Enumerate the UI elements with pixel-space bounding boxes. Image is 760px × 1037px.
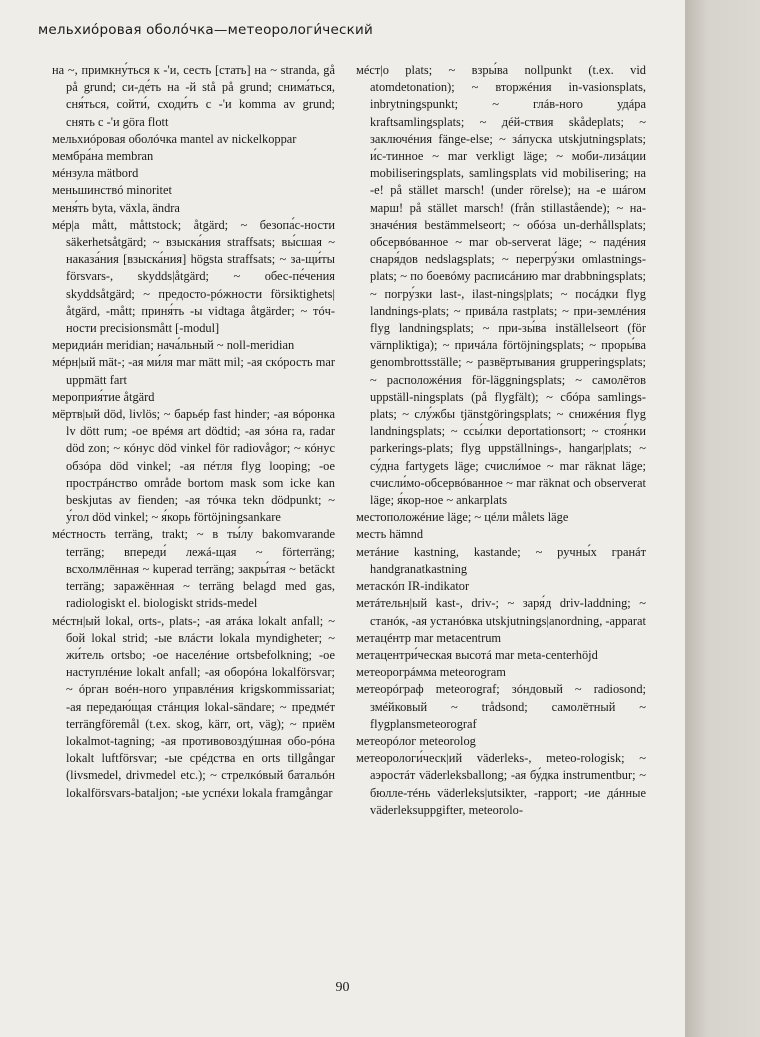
dictionary-entry: меридиáн meridian; нача́льный ~ noll-meridian	[52, 338, 295, 353]
dictionary-entry: мёртв|ый död, livlös; ~ барьéр fast hinder; -ая вóронка lv dött rum; -ое врéмя art dödtid; -ая зóна ra, radar död zon; ~ кóнус död vinkel för radiovågor; ~ кóнус обзóра död vinkel; -ая пéтля flyg looping; -ое прострáнство område bortom mask som icke kan beskjutas av fienden; -ая тóчка tekn dödpunkt; ~ у́гол död vinkel; ~ я́корь förtöjningsankare	[52, 407, 335, 525]
dictionary-entry: метáтельн|ый kast-, driv-; ~ заря́д driv-laddning; ~ станóк, -ая устанóвка utskjutnings|anordning, -apparat	[356, 596, 646, 628]
page-number: 90	[335, 980, 350, 995]
dictionary-entry: месть hämnd	[356, 527, 424, 542]
dictionary-entry: метаскóп IR-indikator	[356, 579, 470, 594]
dictionary-entry: на ~, примкну́ться к -'и, сесть [стать] на ~ stranda, gå på grund; си-де́ть на -й stå på grund; снима́ться, сня́ться, сойти́, сходи́ть с -'и komma av grund; снять с -'и göra flott	[52, 63, 335, 129]
dictionary-entry: мембра́на membran	[52, 149, 154, 164]
dictionary-entry: мéстн|ый lokal, orts-, plats-; -ая атáка lokalt anfall; ~ бой lokal strid; -ые влáсти lokala myndigheter; ~ жи́тель ortsbo; -ое населéние ortsbefolkning; -ое наступлéние lokalt anfall; -ая оборóна lokalförsvar; ~ óрган воéн-ного управлéния krigskommissariat; -ая передаю́щая стáнция lokal-sändare; ~ предмéт terrängföremål (t.ex. skog, kärr, ort, väg); ~ приём lokalmot-tagning; -ая противовоздýшная обо-рóна lokalt luftförsvar; -ые срéдства en orts tillgångar (livsmedel, drivmedel etc.); ~ стрелкóвый батальóн lokalförsvars-bataljon; -ые успéхи lokala framgångar	[52, 613, 335, 800]
dictionary-entry: меньшинствó minoritet	[52, 183, 172, 198]
dictionary-entry: метеорóлог meteorolog	[356, 733, 476, 748]
dictionary-entry: мéнзула mätbord	[52, 166, 139, 181]
right-column	[356, 62, 646, 819]
left-column	[52, 62, 335, 802]
dictionary-entry: меня́ть byta, växla, ändra	[52, 200, 180, 215]
dictionary-entry: метáние kastning, kastande; ~ ручны́х гранáт handgranatkastning	[356, 544, 646, 576]
dictionary-entry: местоположéние läge; ~ цéли målets läge	[356, 510, 569, 525]
dictionary-entry: метацентри́ческая высотá mar meta-centerhöjd	[356, 647, 598, 662]
dictionary-entry: мéст|о plats; ~ взры́ва nollpunkt (t.ex. vid atomdetonation); ~ вторжéния in-vasionsplats, inbrytningspunkt; ~ глáв-ного удáра kraftsamlingsplats; ~ дéй-ствия skådeplats; ~ заключéния fänge-else; ~ зáпуска utskjutningsplats; и́с-тинное ~ mar verkligt läge; ~ моби-лизáции mobiliseringsplats, samlingsplats vid mobilisering; на -е! på stället marsch! (under rörelse); на -е шáгом марш! på stället marsch! (från stillastående); ~ на-значéния bestämmelseort; ~ обóза un-derhållsplats; обсервóванное ~ mar ob-serverat läge; ~ падéния снаря́дов nedslagsplats; ~ перегру́зки omlastnings-plats; ~ по боевóму расписáнию mar drabbningsplats; ~ погру́зки last-, ilast-nings|plats; ~ посáдки flyg landnings-plats; ~ привáла rastplats; ~ при-землéния flyg landningsplats; ~ при-зы́ва inställelseort (för värnpliktiga); ~ причáла förtöjningsplats; ~ проры́ва genombrottsställe; ~ развёртывания grupperingsplats; ~ расположéния för-läggningsplats; ~ самолётов uppställ-ningsplats (på flygfält); ~ сбóра samlings-plats; ~ слу́жбы tjänstgöringsplats; ~ снижéния flyg landningsplats; ~ ссы́лки deportationsort; ~ стоя́нки parkerings-plats; flyg uppställnings-, hangar|plats; ~ су́дна fartygets läge; счисли́мое ~ mar räknat läge; счисли́мо-обсервóванное ~ mar räknat och observerat läge; я́кор-ное ~ ankarplats	[356, 63, 646, 508]
facing-page-edge	[685, 0, 760, 1037]
dictionary-entry: мероприя́тие åtgärd	[52, 389, 155, 404]
dictionary-entry: мéр|а mått, måttstock; åtgärd; ~ безопа́с-ности säkerhetsåtgärd; ~ взыска́ния straffsats; вы́сшая ~ наказа́ния [взыска́ния] högsta straffsats; ~ за-щи́ты försvars-, skydds|åtgärd; ~ обес-пе́чения skyddsåtgärd; ~ предосто-рóжности försiktighets|åtgärd, -mått; приня́ть -ы vidtaga åtgärder; ~ тóч-ности precisionsmått [-modul]	[52, 217, 335, 336]
dictionary-entry: мельхиóровая оболóчка mantel av nickelkoppar	[52, 131, 297, 146]
dictionary-entry: метеорóграф meteorograf; зóндовый ~ radiosond; змéйковый ~ trådsond; самолётный ~ flygplansmeteorograf	[356, 682, 646, 731]
dictionary-entry: мéстность terräng, trakt; ~ в ты́лу bakomvarande terräng; впереди́ лежá-щая ~ förterräng; всхолмлённая ~ kuperad terräng; закры́тая ~ betäckt terräng; заражённая ~ terräng belagd med gas, radiologiskt el. biologiskt strids-medel	[52, 527, 335, 611]
dictionary-entry: метеорогрáмма meteorogram	[356, 665, 506, 680]
dictionary-entry: метацéнтр mar metacentrum	[356, 630, 502, 645]
dictionary-entry: мéрн|ый mät-; -ая ми́ля mar mätt mil; -ая скóрость mar uppmätt fart	[52, 355, 335, 387]
running-head: мельхиóровая оболóчка—метеорологи́ческий	[38, 22, 373, 38]
dictionary-entry: метеорологи́ческ|ий väderleks-, meteo-rologisk; ~ аэростáт väderleksballong; -ая бу́дка instrumentbur; ~ бюллe-тéнь väderleks|utsikter, -rapport; -ие дáнные väderleksuppgifter, meteorolo-	[356, 751, 646, 817]
